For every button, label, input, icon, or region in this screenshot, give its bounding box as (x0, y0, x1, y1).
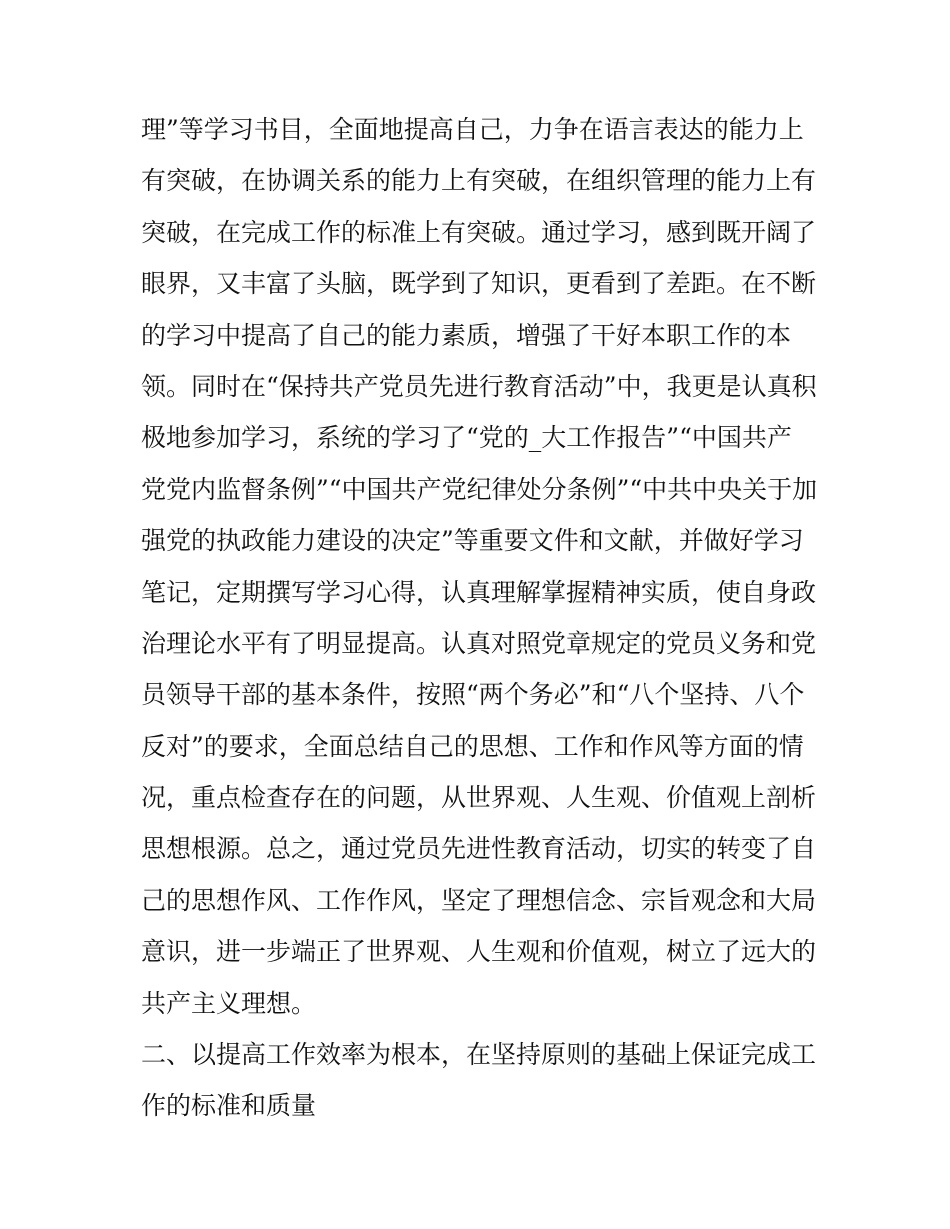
text-line: 治理论水平有了明显提高。认真对照党章规定的党员义务和党 (141, 628, 817, 658)
text-line: 极地参加学习，系统的学习了“党的_大工作报告”“中国共产 (141, 423, 792, 453)
text-line: 突破，在完成工作的标准上有突破。通过学习，感到既开阔了 (141, 217, 817, 247)
section-heading-line: 作的标准和质量 (141, 1091, 317, 1121)
section-heading-line: 二、以提高工作效率为根本，在坚持原则的基础上保证完成工 (141, 1040, 817, 1070)
text-line: 反对”的要求，全面总结自己的思想、工作和作风等方面的情 (141, 731, 804, 761)
text-line: 思想根源。总之，通过党员先进性教育活动，切实的转变了自 (141, 834, 817, 864)
text-line: 意识，进一步端正了世界观、人生观和价值观，树立了远大的 (141, 937, 817, 967)
text-line: 笔记，定期撰写学习心得，认真理解掌握精神实质，使自身政 (141, 577, 817, 607)
text-line: 党党内监督条例”“中国共产党纪律处分条例”“中共中央关于加 (141, 474, 818, 504)
text-line: 强党的执政能力建设的决定”等重要文件和文献，并做好学习 (141, 526, 804, 556)
text-line: 眼界，又丰富了头脑，既学到了知识，更看到了差距。在不断 (141, 269, 817, 299)
body-text (141, 104, 821, 1132)
text-line: 领。同时在“保持共产党员先进行教育活动”中，我更是认真积 (141, 371, 817, 401)
text-line: 的学习中提高了自己的能力素质，增强了干好本职工作的本 (141, 320, 792, 350)
text-line: 员领导干部的基本条件，按照“两个务必”和“八个坚持、八个 (141, 680, 805, 710)
text-line: 况，重点检查存在的问题，从世界观、人生观、价值观上剖析 (141, 783, 817, 813)
text-line: 有突破，在协调关系的能力上有突破，在组织管理的能力上有 (141, 166, 817, 196)
text-line: 理”等学习书目，全面地提高自己，力争在语言表达的能力上 (141, 115, 804, 144)
text-line: 己的思想作风、工作作风，坚定了理想信念、宗旨观念和大局 (141, 885, 817, 915)
text-line: 共产主义理想。 (141, 988, 317, 1018)
